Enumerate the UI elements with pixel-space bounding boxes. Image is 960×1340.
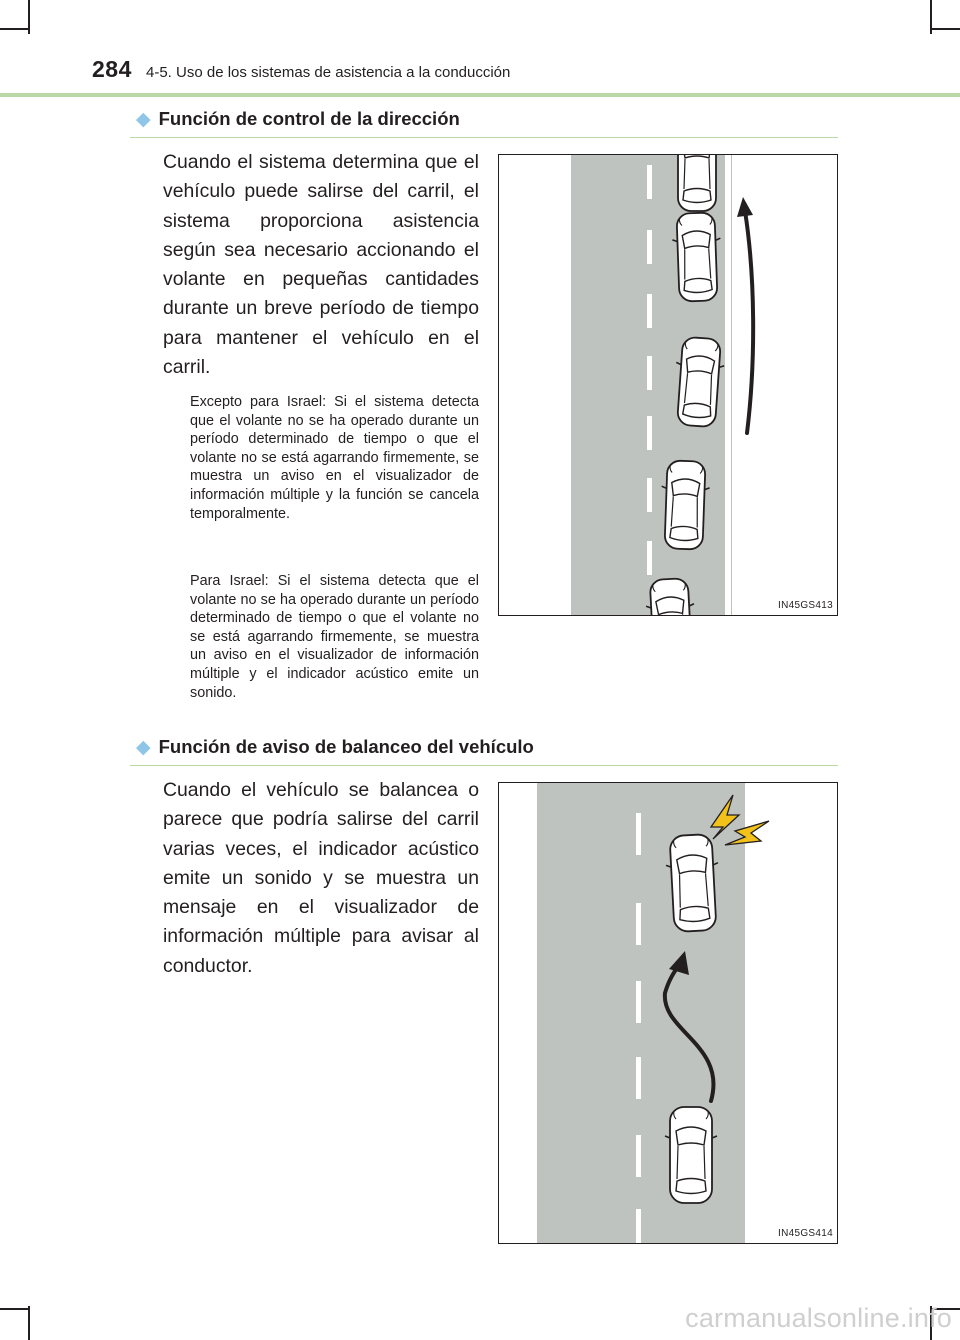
section-rule bbox=[130, 765, 838, 766]
crop-mark bbox=[932, 28, 960, 30]
section-title bbox=[136, 108, 460, 131]
figure-code: IN45GS414 bbox=[778, 1228, 833, 1239]
section-title-text: Función de control de la dirección bbox=[158, 108, 460, 129]
lane-illustration bbox=[499, 783, 837, 1243]
note-paragraph: Para Israel: Si el sistema detecta que el volante no se ha operado durante un período determinado de tiempo o que el volante no se está agarrando firmemente, se muestra un aviso en el visualizador de información múltiple y el indicador acústico emite un sonido. bbox=[190, 573, 479, 701]
lane-illustration bbox=[499, 155, 837, 615]
figure-code: IN45GS413 bbox=[778, 600, 833, 611]
section-rule bbox=[130, 137, 838, 138]
section-title-text: Función de aviso de balanceo del vehículo bbox=[158, 736, 534, 757]
body-paragraph: Cuando el sistema determina que el vehículo puede salirse del carril, el sistema proporciona asistencia según sea necesario accionando el volante en pequeñas cantidades durante un breve período de tiempo para mantener el vehículo en el carril. bbox=[163, 151, 479, 379]
body-paragraph: Cuando el vehículo se balancea o parece que podría salirse del carril varias veces, el indicador acústico emite un sonido y se muestra un mensaje en el visualizador de información múltiple para avisar al conductor. bbox=[163, 779, 479, 977]
weaving-alert-figure bbox=[498, 782, 838, 1244]
section-title bbox=[136, 736, 534, 759]
diamond-bullet-icon: ◆ bbox=[136, 737, 151, 758]
chapter-title: 4-5. Uso de los sistemas de asistencia a la conducción bbox=[146, 64, 511, 81]
crop-mark bbox=[28, 0, 30, 34]
diamond-bullet-icon: ◆ bbox=[136, 109, 151, 130]
watermark: carmanualsonline.info bbox=[685, 1303, 952, 1333]
header-rule bbox=[0, 93, 960, 97]
crop-mark bbox=[0, 28, 28, 30]
page-number: 284 bbox=[92, 56, 132, 82]
crop-mark bbox=[28, 1306, 30, 1340]
crop-mark bbox=[0, 1308, 28, 1310]
note-paragraph: Excepto para Israel: Si el sistema detecta que el volante no se ha operado durante un período determinado de tiempo o que el volante no se está agarrando firmemente, se muestra un aviso en el visualizador de información múltiple y la función se cancela temporalmente. bbox=[190, 394, 479, 522]
steering-control-figure bbox=[498, 154, 838, 616]
